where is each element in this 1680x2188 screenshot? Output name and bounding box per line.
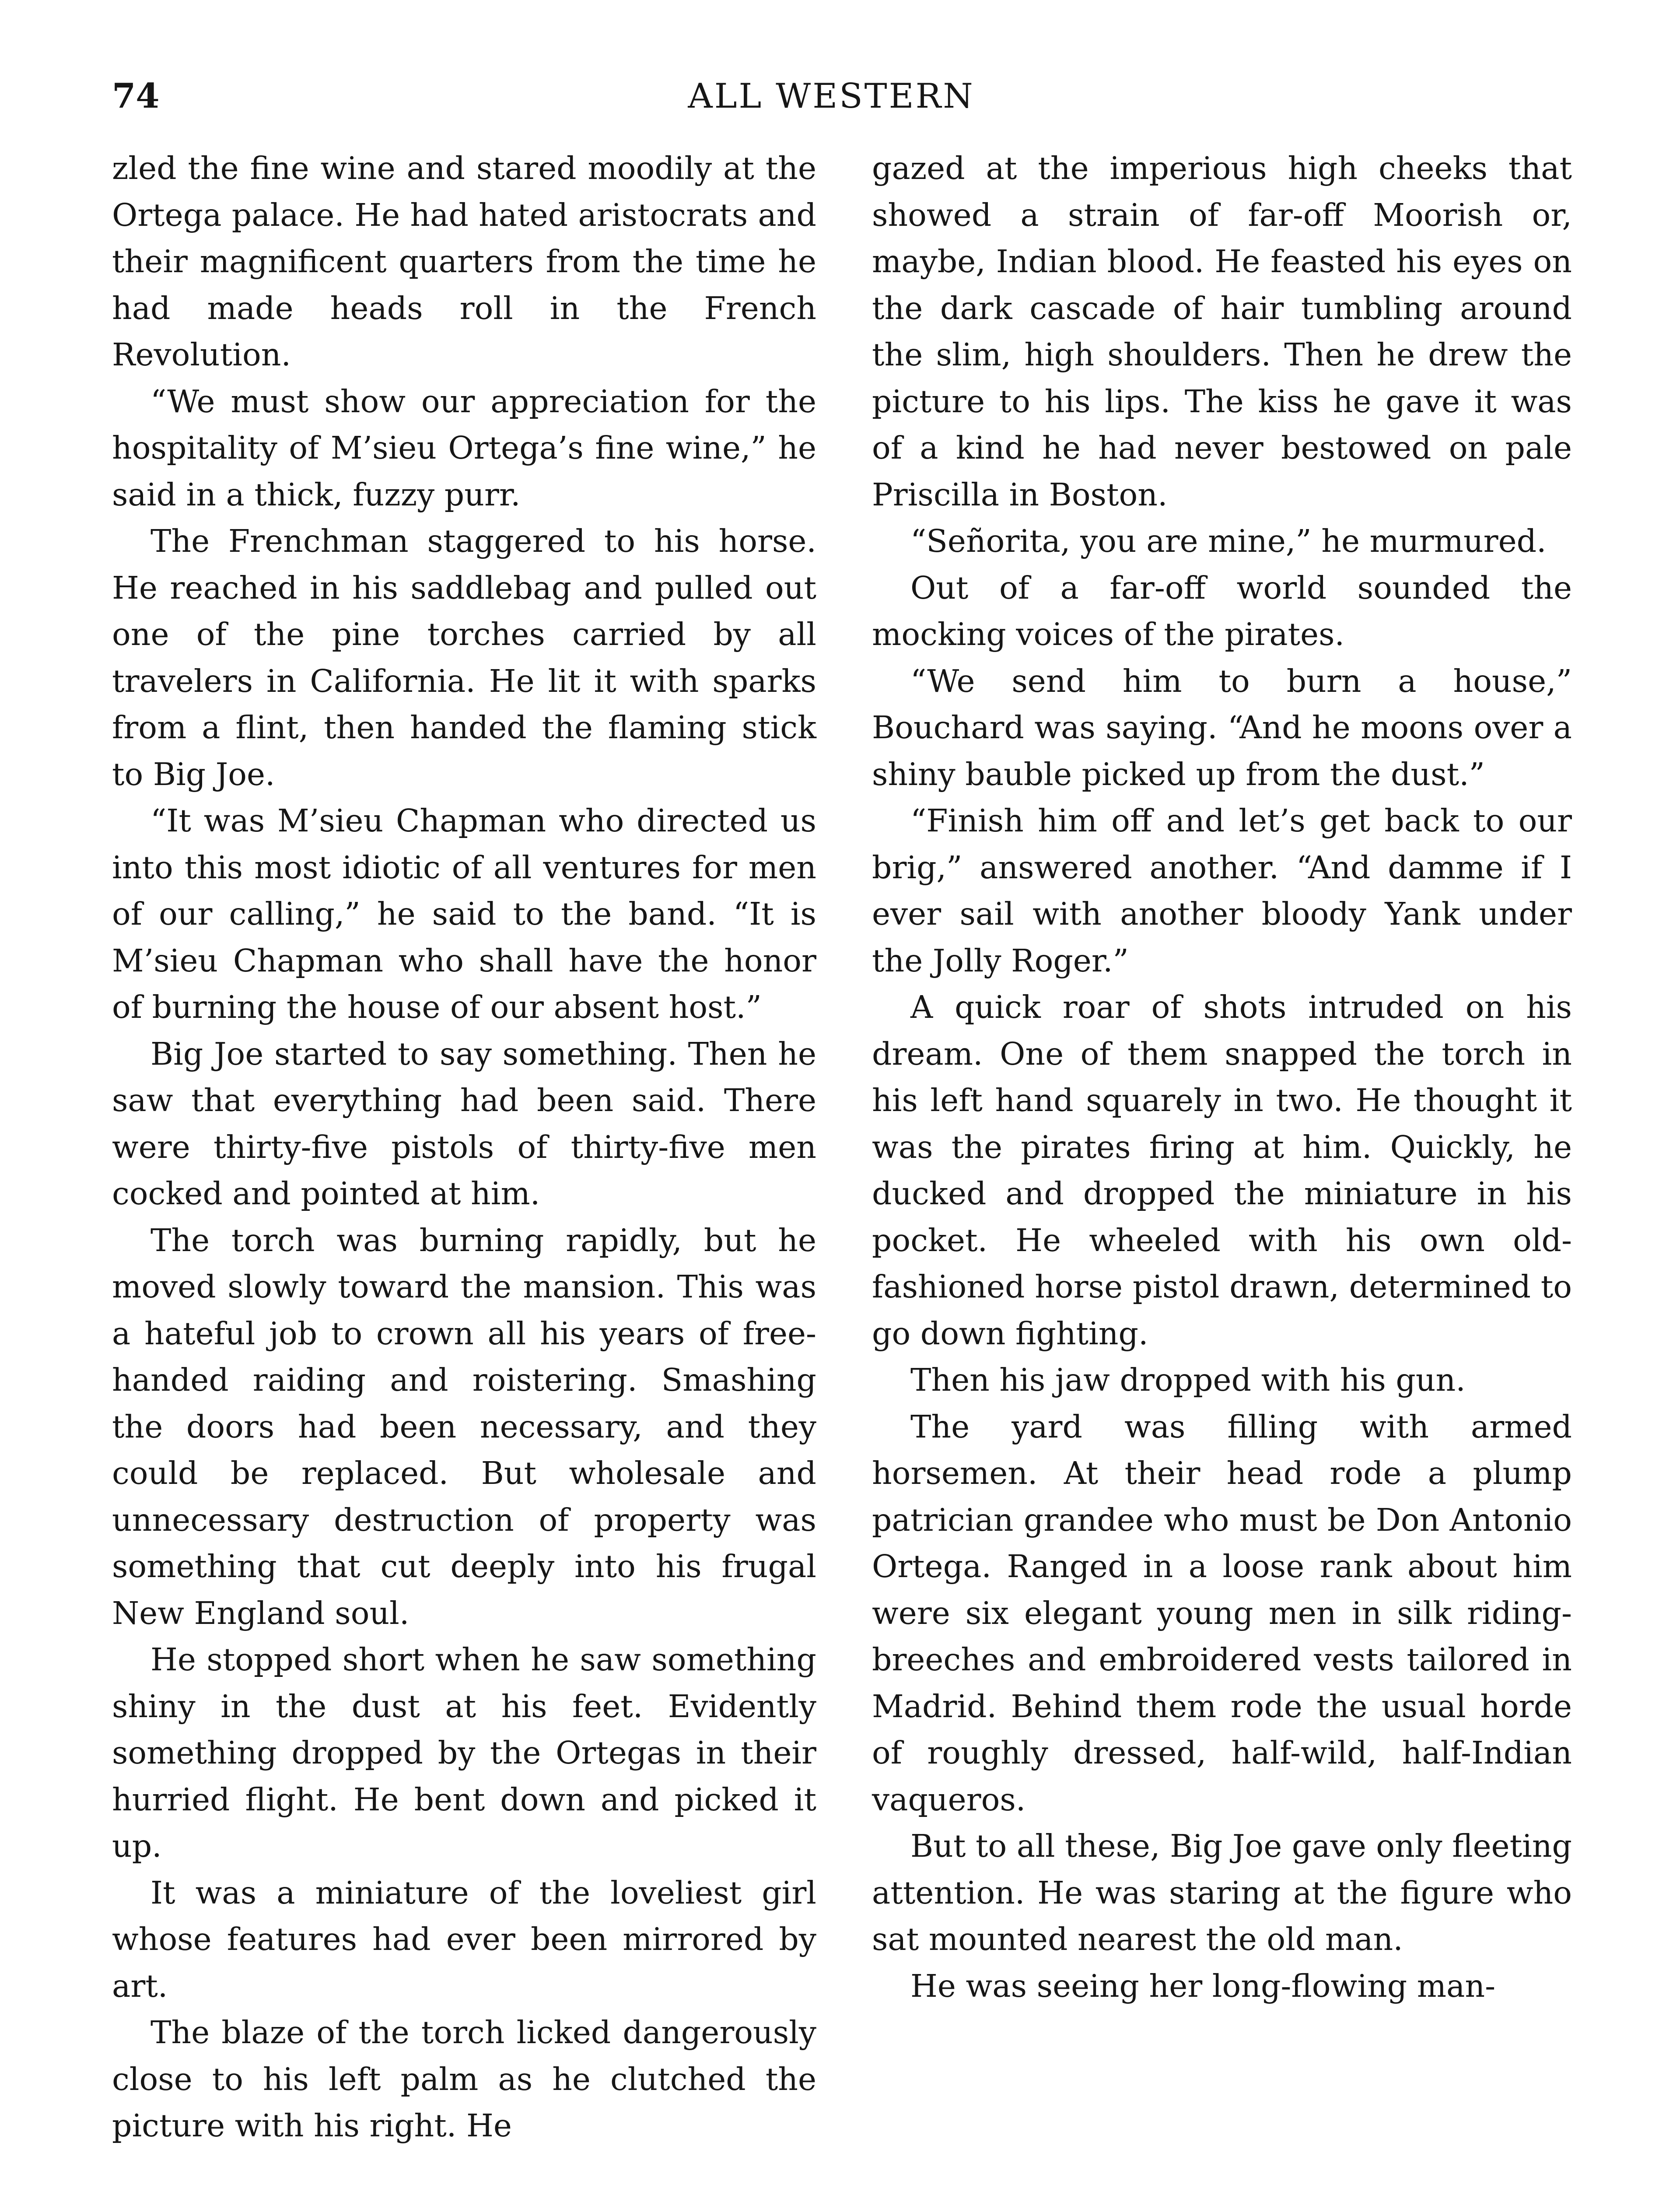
- paragraph: The yard was filling with armed horsemen. At their head rode a plump patrician grandee who must be Don Antonio Ortega. Ranged in a loose rank about him were six elegant young men in silk riding-breeches and embroidered vests tailored in Madrid. Behind them rode the usual horde of roughly dressed, half-wild, half-Indian vaqueros.: [872, 1408, 1572, 1818]
- left-column: [112, 145, 816, 2149]
- paragraph: The Frenchman staggered to his horse. He reached in his saddlebag and pulled out one of the pine torches carried by all travelers in California. He lit it with sparks from a flint, then handed the flaming stick to Big Joe.: [112, 523, 816, 792]
- paragraph: The torch was burning rapidly, but he moved slowly toward the mansion. This was a hateful job to crown all his years of free-handed raiding and roistering. Smashing the doors had been necessary, and they could be replaced. But wholesale and unnecessary destruction of property was something that cut deeply into his frugal New England soul.: [112, 1222, 816, 1631]
- paragraph: But to all these, Big Joe gave only fleeting attention. He was staring at the figure who sat mounted nearest the old man.: [872, 1828, 1572, 1957]
- paragraph: He stopped short when he saw something shiny in the dust at his feet. Evidently something dropped by the Ortegas in their hurried flight. He bent down and picked it up.: [112, 1641, 816, 1864]
- paragraph: A quick roar of shots intruded on his dream. One of them snapped the torch in his left hand squarely in two. He thought it was the pirates firing at him. Quickly, he ducked and dropped the miniature in his pocket. He wheeled with his own old-fashioned horse pistol drawn, determined to go down fighting.: [872, 989, 1572, 1352]
- paragraph: “We must show our appreciation for the hospitality of M’sieu Ortega’s fine wine,” he said in a thick, fuzzy purr.: [112, 383, 816, 513]
- paragraph: The blaze of the torch licked dangerously close to his left palm as he clutched the picture with his right. He: [112, 2014, 816, 2144]
- paragraph: Out of a far-off world sounded the mocking voices of the pirates.: [872, 569, 1572, 652]
- paragraph: Big Joe started to say something. Then he saw that everything had been said. There were thirty-five pistols of thirty-five men cocked and pointed at him.: [112, 1035, 816, 1212]
- paragraph: zled the fine wine and stared moodily at the Ortega palace. He had hated aristocrats and their magnificent quarters from the time he had made heads roll in the French Revolution.: [112, 150, 816, 373]
- page-header: [0, 66, 1680, 127]
- paragraph: “It was M’sieu Chapman who directed us into this most idiotic of all ventures for men of our calling,” he said to the band. “It is M’sieu Chapman who shall have the honor of burning the house of our absent host.”: [112, 803, 816, 1025]
- paragraph: gazed at the imperious high cheeks that showed a strain of far-off Moorish or, maybe, Indian blood. He feasted his eyes on the dark cascade of hair tumbling around the slim, high shoulders. Then he drew the picture to his lips. The kiss he gave it was of a kind he had never bestowed on pale Priscilla in Boston.: [872, 150, 1572, 513]
- paragraph: He was seeing her long-flowing man-: [910, 1967, 1496, 2004]
- page-number: 74: [112, 76, 160, 116]
- paragraph: It was a miniature of the loveliest girl whose features had ever been mirrored by art.: [112, 1874, 816, 2004]
- paragraph: “We send him to burn a house,” Bouchard was saying. “And he moons over a shiny bauble picked up from the dust.”: [872, 663, 1572, 792]
- paragraph: “Señorita, you are mine,” he murmured.: [910, 523, 1547, 559]
- running-title: ALL WESTERN: [688, 77, 975, 116]
- paragraph: “Finish him off and let’s get back to our brig,” answered another. “And damme if I ever sail with another bloody Yank under the Jolly Roger.”: [872, 803, 1572, 979]
- right-column: [872, 145, 1572, 2009]
- paragraph: Then his jaw dropped with his gun.: [910, 1362, 1466, 1398]
